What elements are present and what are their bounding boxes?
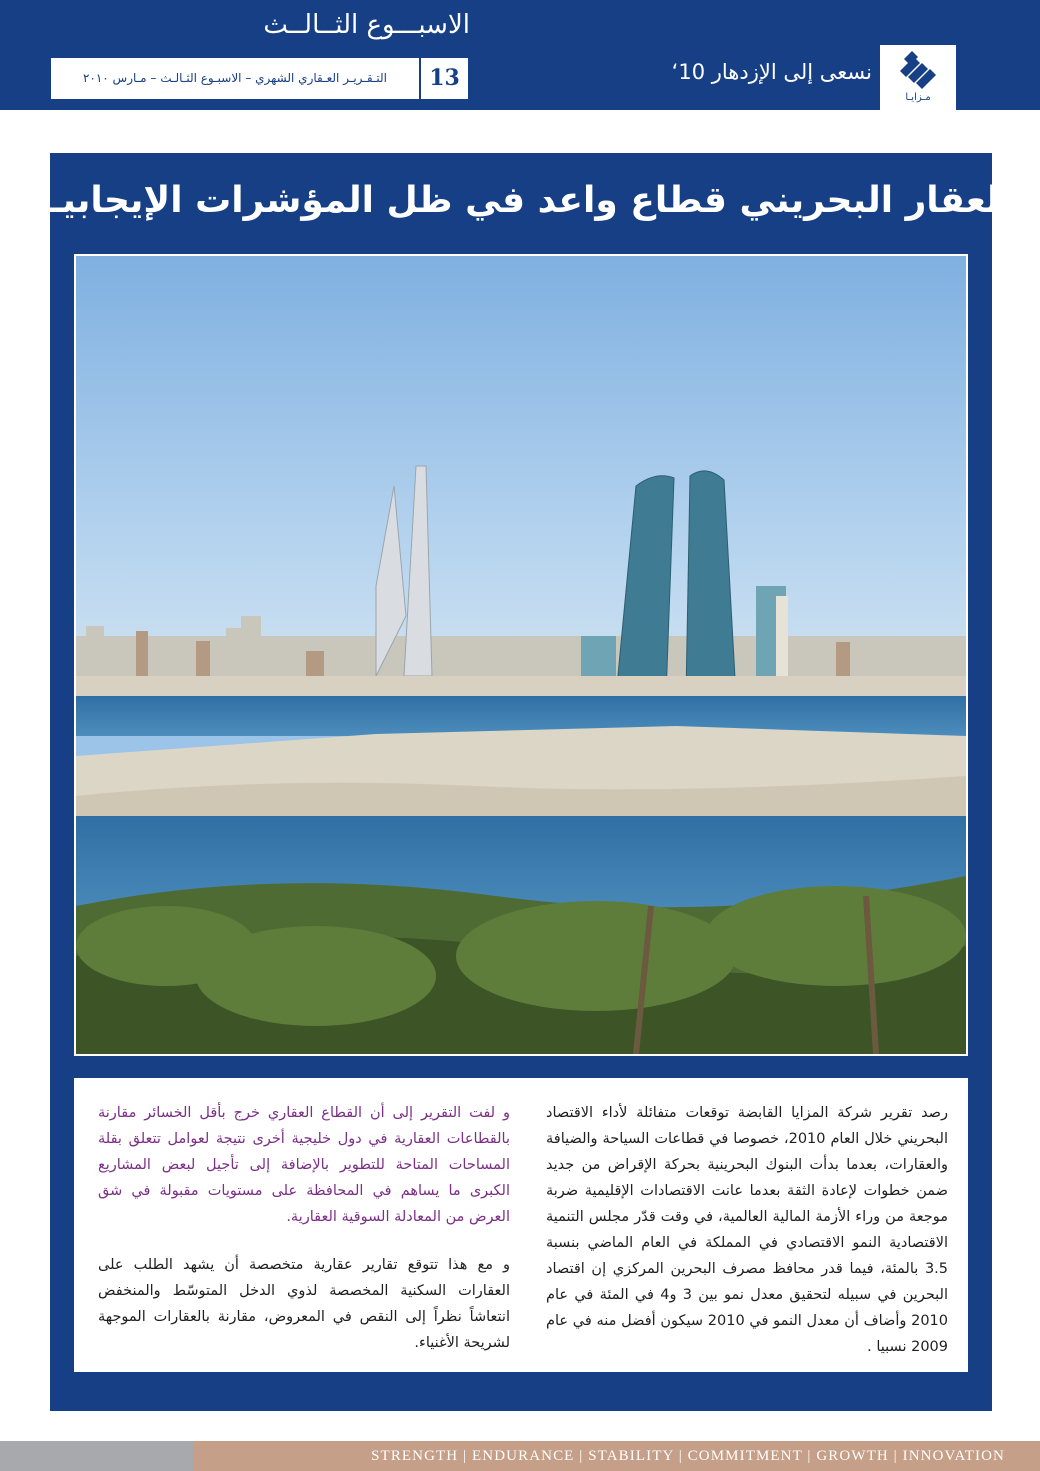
- article-paragraph-highlight: و لفت التقرير إلى أن القطاع العقاري خرج بأقل الخسائر مقارنة بالقطاعات العقارية في دول خليجية أخرى نتيجة لعوامل تتعلق بقلة المساحات المتاحة للتطوير بالإضافة إلى تأجيل لبعض المشاريع الكبرى ما يساهم في المحافظة على مستويات مقبولة في شق العرض من المعادلة السوقية العقارية.: [98, 1105, 510, 1225]
- footer-values-line: STRENGTH | ENDURANCE | STABILITY | COMMITMENT | GROWTH | INNOVATION: [371, 1448, 1005, 1464]
- article-column-right: رصد تقرير شركة المزايا القابضة توقعات متفائلة لأداء الاقتصاد البحريني خلال العام 2010، خصوصا في قطاعات السياحة والضيافة والعقارات، بعدما بدأت البنوك البحرينية بحركة الإقراض من جديد ضمن خطوات لإعادة الثقة بعدما عانت الاقتصادات الإقليمية ضربة موجعة من وراء الأزمة المالية العالمية، في وقت قدّر مجلس التنمية الاقتصادية النمو الاقتصادي في المملكة في العام الماضي بنسبة 3.5 بالمئة، فيما قدر محافظ مصرف البحرين المركزي إن اقتصاد البحرين في سبيله لتحقيق معدل نمو بين 3 و4 في المئة في عام 2010 وأضاف أن معدل النمو في 2010 سيكون أفضل منه في عام 2009 نسبيا .: [546, 1105, 949, 1355]
- week-title: الاسبـــوع الثــالــث: [263, 10, 470, 40]
- mazaya-logo: [880, 45, 956, 110]
- report-number: 13: [419, 58, 468, 99]
- slogan: نسعى إلى الإزدهار 10‘: [671, 60, 872, 84]
- skyline-illustration: [76, 256, 966, 1054]
- article-column-left: [98, 1100, 510, 1356]
- article-paragraph: و مع هذا تتوقع تقارير عقارية متخصصة أن يشهد الطلب على العقارات السكنية المخصصة لذوي الدخل المتوسّط والمنخفض انتعاشاً نظراً إلى النقص في المعروض، مقارنة بالعقارات الموجهة لشريحة الأغنياء.: [98, 1257, 510, 1351]
- logo-text: مـزايـا: [905, 92, 931, 103]
- mazaya-logo-icon: [880, 45, 956, 93]
- article-headline: العقار البحريني قطاع واعد في ظل المؤشرات الإيجابيـة: [28, 180, 1012, 221]
- footer-grey-strip: [0, 1441, 193, 1471]
- report-subtitle: التـقـريـر العـقاري الشهري – الاسبـوع الثـالـث – مـارس ٢٠١٠: [82, 71, 388, 85]
- report-info-box: [50, 57, 468, 100]
- article-text-box: [74, 1078, 968, 1372]
- bahrain-skyline-photo: [74, 254, 968, 1056]
